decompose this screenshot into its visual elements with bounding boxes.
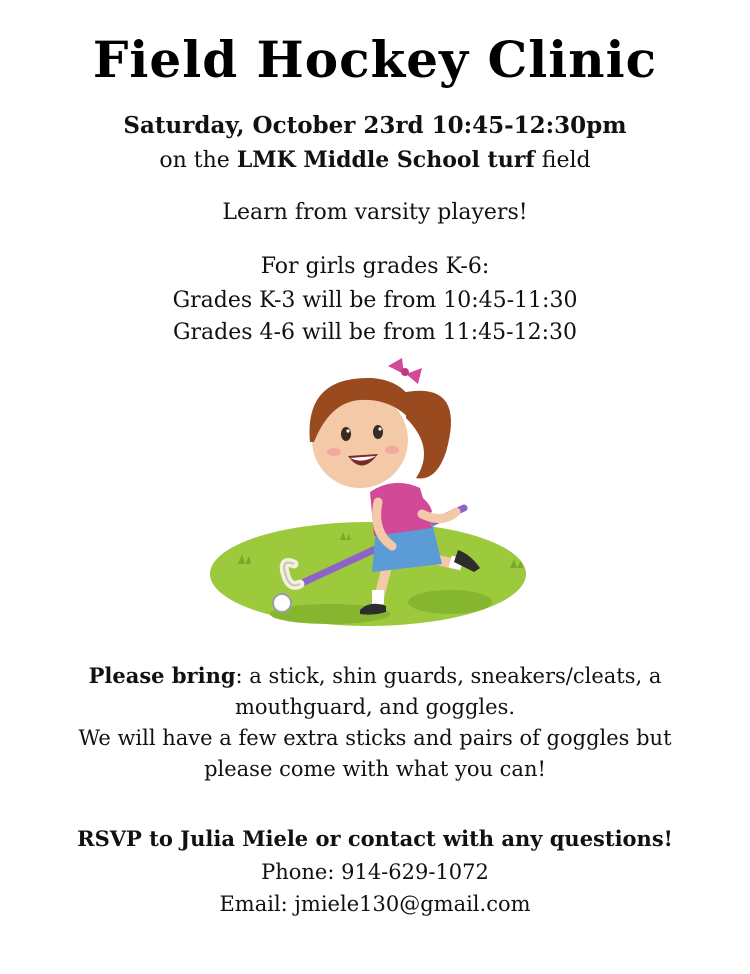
please-bring-paragraph xyxy=(60,660,690,785)
girl-playing-field-hockey-illustration xyxy=(210,352,540,637)
date-time: Saturday, October 23rd 10:45-12:30pm xyxy=(123,112,627,139)
flyer-title: Field Hockey Clinic xyxy=(92,30,658,89)
grass-shade xyxy=(408,590,492,614)
phone-line: Phone: 914-629-1072 xyxy=(261,860,489,884)
location-suffix: field xyxy=(534,148,591,173)
location-prefix: on the xyxy=(159,148,237,173)
please-bring-items: : a stick, shin guards, sneakers/cleats, a mouthguard, and goggles. xyxy=(234,664,662,719)
learn-line: Learn from varsity players! xyxy=(222,200,528,225)
grades-46-line: Grades 4-6 will be from 11:45-12:30 xyxy=(172,320,578,345)
email-line: Email: jmiele130@gmail.com xyxy=(219,892,531,916)
location-name: LMK Middle School turf xyxy=(236,147,535,173)
rsvp-line: RSVP to Julia Miele or contact with any questions! xyxy=(77,826,673,851)
hockey-ball xyxy=(273,594,291,612)
for-girls-line: For girls grades K-6: xyxy=(260,254,490,279)
location-line xyxy=(0,147,750,173)
please-bring-label: Please bring xyxy=(88,663,236,688)
grades-k3-line: Grades K-3 will be from 10:45-11:30 xyxy=(172,288,578,313)
extras-note: We will have a few extra sticks and pairs of goggles but please come with what you can! xyxy=(78,726,672,781)
